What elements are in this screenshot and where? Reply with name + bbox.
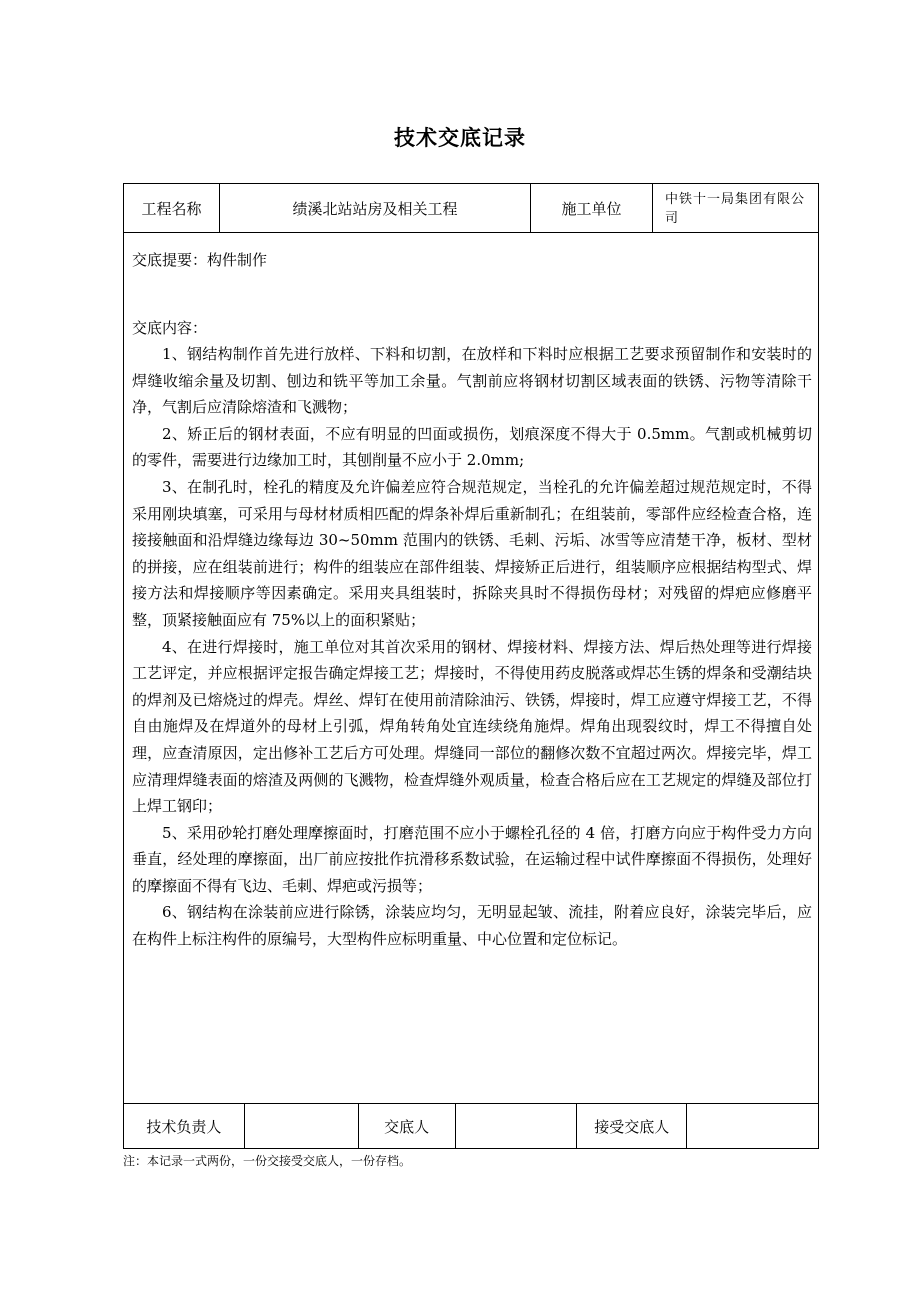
record-table bbox=[123, 183, 819, 1149]
content-paragraph-1: 1、钢结构制作首先进行放样、下料和切割，在放样和下料时应根据工艺要求预留制作和安装时的焊缝收缩余量及切割、刨边和铣平等加工余量。气割前应将钢材切割区域表面的铁锈、污物等清除干净，气割后应清除熔渣和飞溅物； bbox=[132, 345, 813, 417]
presenter-signature bbox=[456, 1104, 578, 1148]
disclosure-summary: 交底提要：构件制作 bbox=[132, 251, 268, 269]
construction-unit-value: 中铁十一局集团有限公司 bbox=[653, 184, 819, 233]
content-row bbox=[124, 233, 819, 1104]
signature-row bbox=[124, 1104, 819, 1149]
header-row bbox=[124, 184, 819, 233]
receiver-signature bbox=[687, 1104, 818, 1148]
content-paragraph-6: 6、钢结构在涂装前应进行除锈，涂装应均匀，无明显起皱、流挂，附着应良好，涂装完毕后，应在构件上标注构件的原编号，大型构件应标明重量、中心位置和定位标记。 bbox=[132, 903, 813, 949]
tech-lead-label: 技术负责人 bbox=[124, 1104, 245, 1148]
footnote: 注：本记录一式两份，一份交接受交底人，一份存档。 bbox=[123, 1154, 412, 1168]
receiver-label: 接受交底人 bbox=[577, 1104, 687, 1148]
project-name-label: 工程名称 bbox=[124, 184, 220, 233]
page-title: 技术交底记录 bbox=[394, 126, 526, 150]
project-name-value: 绩溪北站站房及相关工程 bbox=[220, 184, 531, 233]
content-paragraph-5: 5、采用砂轮打磨处理摩擦面时，打磨范围不应小于螺栓孔径的 4 倍，打磨方向应于构件受力方向垂直，经处理的摩擦面，出厂前应按批作抗滑移系数试验，在运输过程中试件摩擦面不得损伤，处理好的摩擦面不得有飞边、毛刺、焊疤或污损等； bbox=[132, 823, 813, 895]
content-cell bbox=[124, 233, 819, 1104]
tech-lead-signature bbox=[245, 1104, 359, 1148]
content-paragraph-2: 2、矫正后的钢材表面，不应有明显的凹面或损伤，划痕深度不得大于 0.5mm。气割或机械剪切的零件，需要进行边缘加工时，其刨削量不应小于 2.0mm; bbox=[132, 424, 813, 470]
content-paragraph-4: 4、在进行焊接时，施工单位对其首次采用的钢材、焊接材料、焊接方法、焊后热处理等进行焊接工艺评定，并应根据评定报告确定焊接工艺；焊接时，不得使用药皮脱落或焊芯生锈的焊条和受潮结块的焊剂及已熔烧过的焊壳。焊丝、焊钉在使用前清除油污、铁锈，焊接时，焊工应遵守焊接工艺，不得自由施焊及在焊道外的母材上引弧，焊角转角处宜连续绕角施焊。焊角出现裂纹时，焊工不得擅自处理，应查清原因，定出修补工艺后方可处理。焊缝同一部位的翻修次数不宜超过两次。焊接完毕，焊工应清理焊缝表面的熔渣及两侧的飞溅物，检查焊缝外观质量，检查合格后应在工艺规定的焊缝及部位打上焊工钢印； bbox=[132, 637, 813, 816]
signature-cell-container bbox=[124, 1104, 819, 1149]
presenter-label: 交底人 bbox=[359, 1104, 456, 1148]
content-paragraph-3: 3、在制孔时，栓孔的精度及允许偏差应符合规范规定，当栓孔的允许偏差超过规范规定时，不得采用刚块填塞，可采用与母材材质相匹配的焊条补焊后重新制孔；在组装前，零部件应经检查合格，连接接触面和沿焊缝边缘每边 30~50mm 范围内的铁锈、毛刺、污垢、冰雪等应清楚干净，板材、型材的拼接，应在组装前进行；构件的组装应在部件组装、焊接矫正后进行，组装顺序应根据结构型式、焊接方法和焊接顺序等因素确定。采用夹具组装时，拆除夹具时不得损伤母材；对残留的焊疤应修磨平整，顶紧接触面应有 75%以上的面积紧贴； bbox=[132, 477, 813, 629]
construction-unit-label: 施工单位 bbox=[531, 184, 653, 233]
disclosure-content-label: 交底内容： bbox=[132, 319, 208, 337]
